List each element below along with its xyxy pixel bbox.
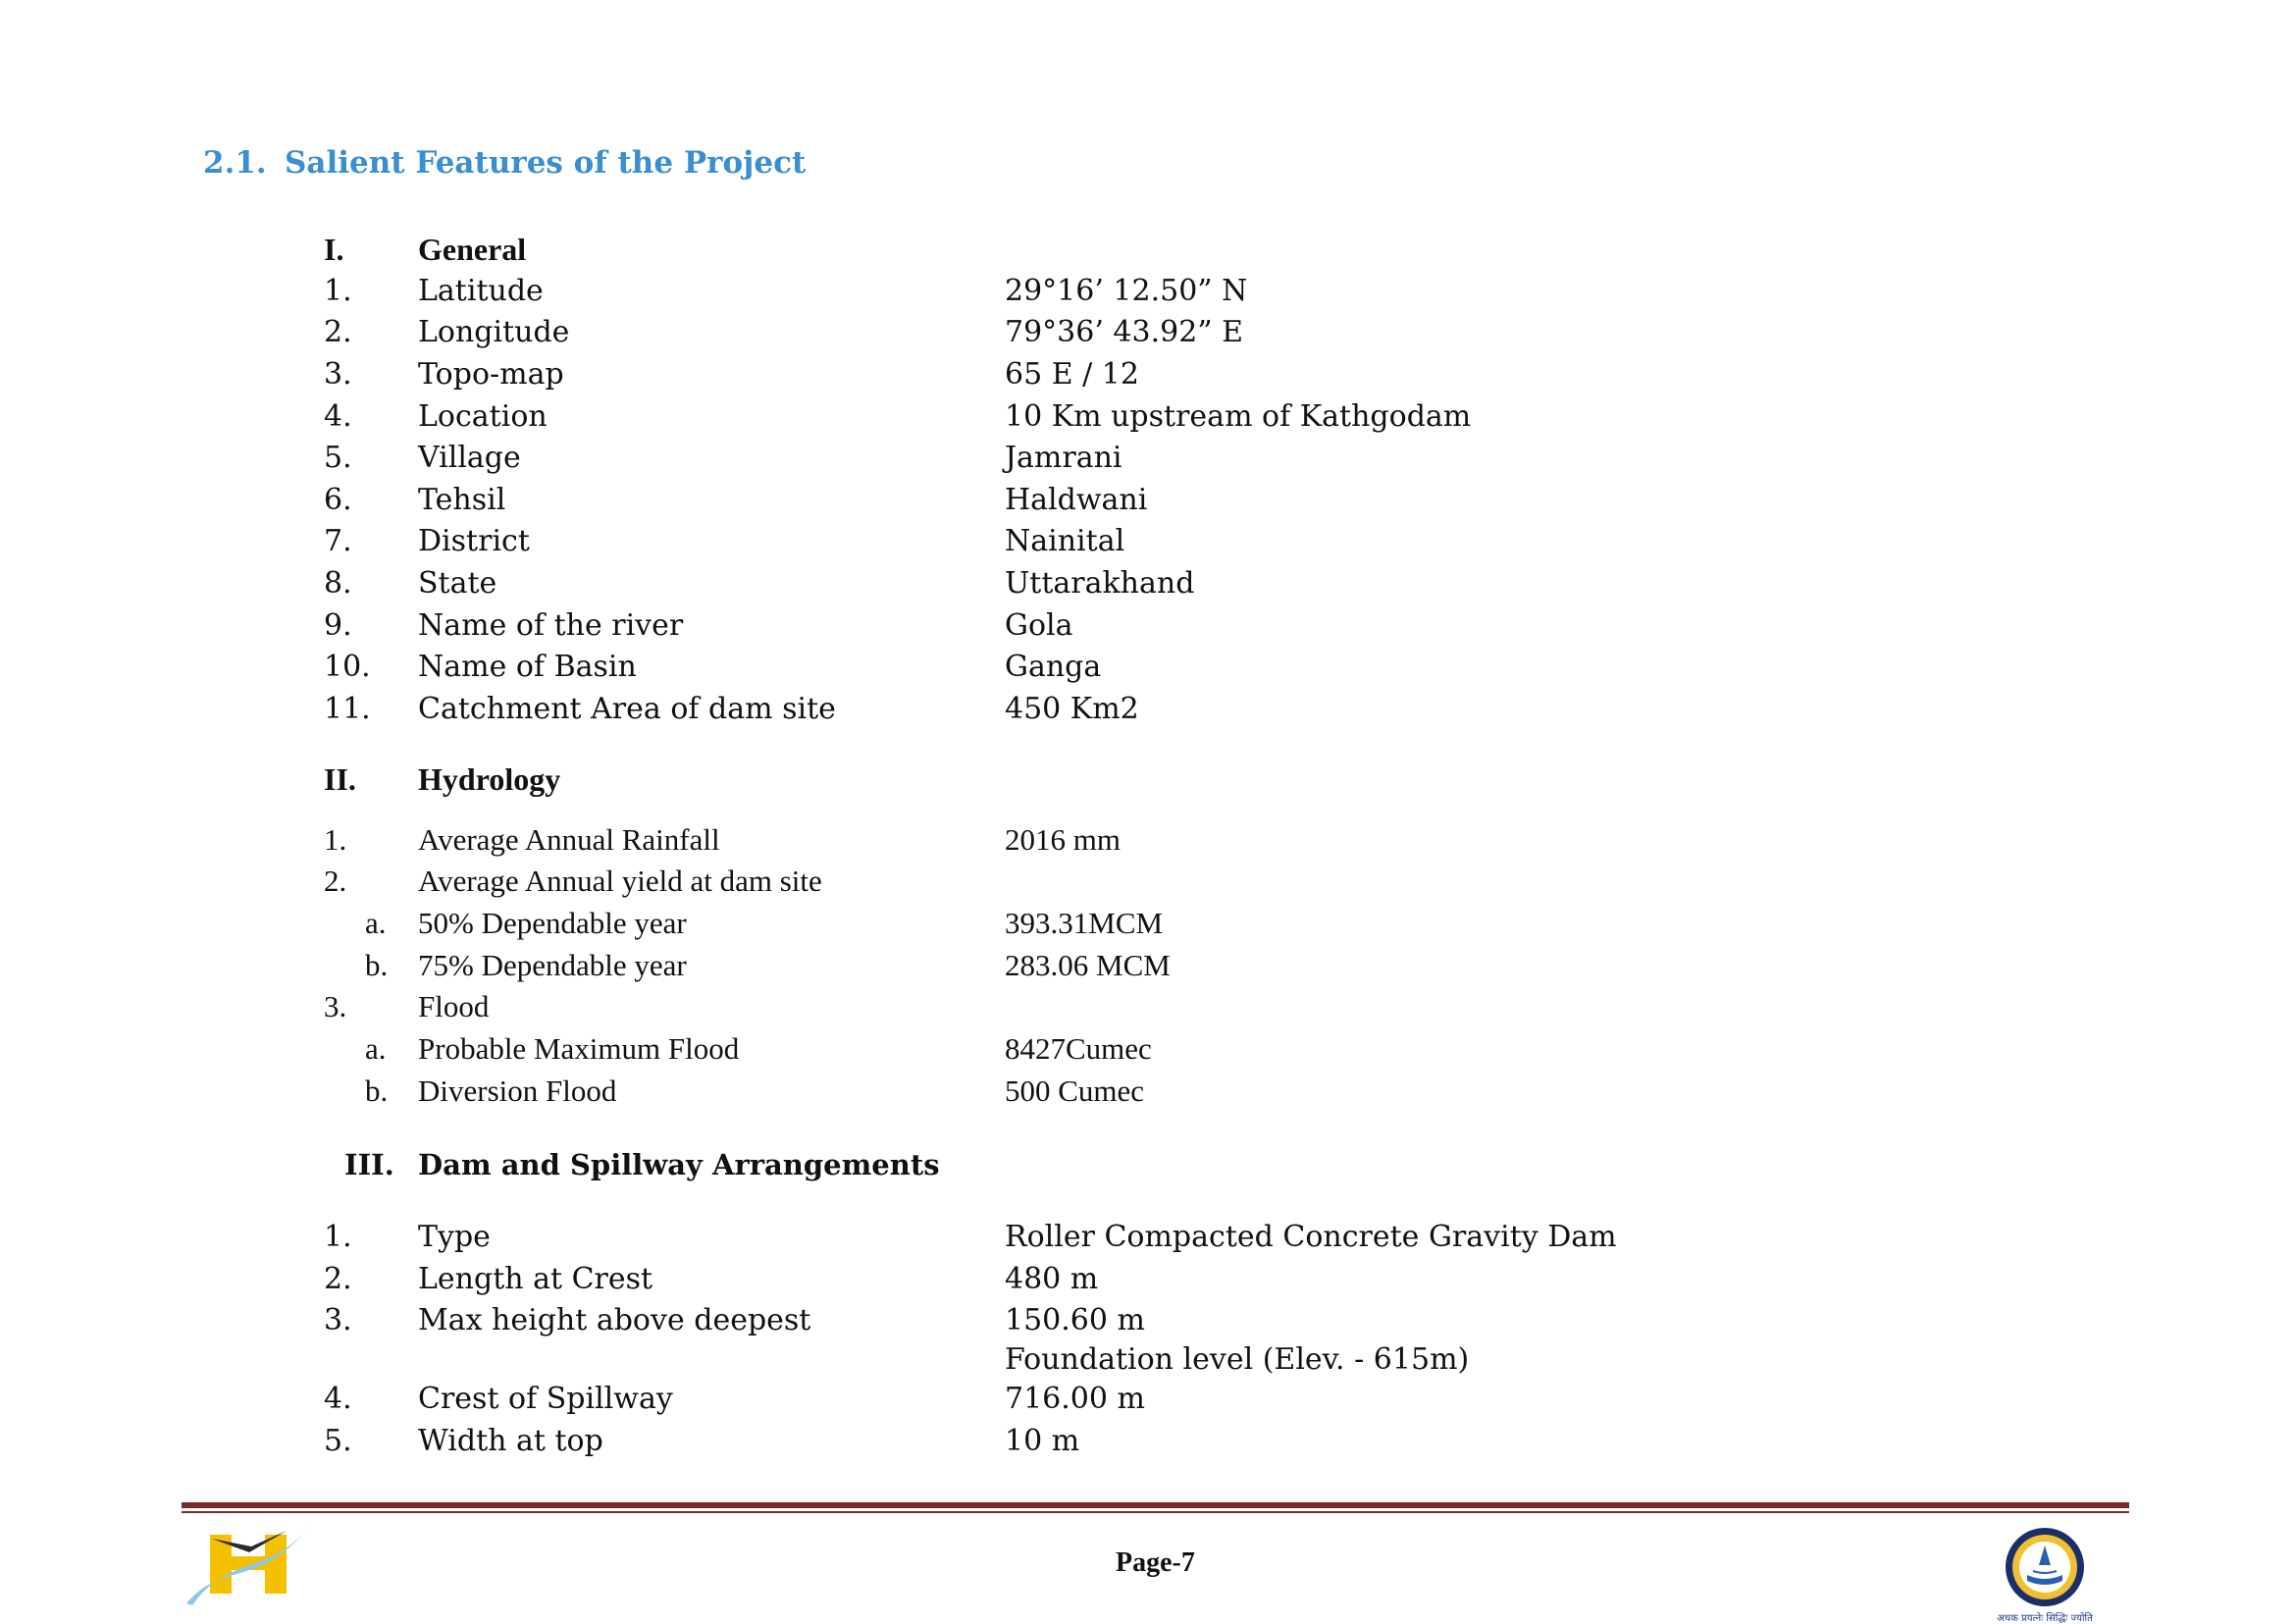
row-number: 3. [324,989,347,1023]
row-sub-letter: b. [365,1074,389,1108]
row-value: Ganga [1005,650,1102,684]
row-number: 8. [324,566,352,601]
section-title: General [418,232,527,267]
row-value: 79°36’ 43.92” E [1005,315,1244,349]
row-number: 11. [324,692,371,726]
row-number: 3. [324,357,352,392]
row-value: 450 Km2 [1005,692,1139,726]
row-number: 1. [324,274,352,308]
row-label: 50% Dependable year [418,906,687,940]
emblem-logo-icon [1982,1526,2108,1624]
row-value: 716.00 m [1005,1382,1145,1416]
row-label: Average Annual Rainfall [418,822,720,857]
row-value-continuation: Foundation level (Elev. - 615m) [1005,1342,1470,1377]
row-label: Length at Crest [418,1262,653,1296]
row-value: 65 E / 12 [1005,357,1139,392]
row-number: 5. [324,1424,352,1458]
row-label: Type [418,1220,491,1254]
row-sub-letter: a. [365,906,387,940]
row-label: District [418,524,530,558]
row-number: 5. [324,441,352,475]
row-value: 8427Cumec [1005,1031,1152,1066]
row-value: 29°16’ 12.50” N [1005,274,1248,308]
row-label: Longitude [418,315,570,349]
section-title: Dam and Spillway Arrangements [418,1148,940,1181]
footer-rule-thick [182,1502,2129,1508]
row-label: 75% Dependable year [418,948,687,982]
row-label: Crest of Spillway [418,1382,673,1416]
page-number: Page-7 [1116,1547,1195,1578]
row-value: 150.60 m [1005,1303,1145,1337]
row-number: 2. [324,864,347,898]
section-heading-title: Salient Features of the Project [285,145,807,181]
row-value: Uttarakhand [1005,566,1195,601]
row-label: Tehsil [418,483,506,517]
row-label: Flood [418,989,490,1023]
row-number: 3. [324,1303,352,1337]
section-numeral: I. [324,232,344,267]
section-title: Hydrology [418,761,561,797]
row-number: 1. [324,822,347,857]
row-number: 10. [324,650,371,684]
row-value: 10 Km upstream of Kathgodam [1005,399,1472,434]
row-number: 1. [324,1220,352,1254]
row-value: Haldwani [1005,483,1148,517]
row-label: Name of the river [418,608,684,643]
row-label: Name of Basin [418,650,637,684]
row-label: Max height above deepest [418,1303,811,1337]
row-sub-letter: a. [365,1031,387,1066]
company-logo-icon [183,1521,316,1607]
row-number: 2. [324,1262,352,1296]
row-value: 10 m [1005,1424,1080,1458]
row-value: 480 m [1005,1262,1099,1296]
row-number: 2. [324,315,352,349]
row-value: Roller Compacted Concrete Gravity Dam [1005,1220,1617,1254]
row-label: Diversion Flood [418,1074,617,1108]
row-label: Latitude [418,274,544,308]
row-number: 4. [324,1382,352,1416]
row-value: 283.06 MCM [1005,948,1171,982]
row-value: Jamrani [1005,441,1122,475]
row-number: 6. [324,483,352,517]
row-sub-letter: b. [365,948,389,982]
row-value: Gola [1005,608,1073,643]
footer-rule-thin [182,1511,2129,1513]
row-value: Nainital [1005,524,1125,558]
row-value: 393.31MCM [1005,906,1164,940]
row-label: Village [418,441,521,475]
section-numeral: II. [324,761,356,797]
row-label: Topo-map [418,357,564,392]
section-heading-number: 2.1. [203,145,267,181]
row-label: Probable Maximum Flood [418,1031,740,1066]
row-value: 500 Cumec [1005,1074,1145,1108]
row-number: 9. [324,608,352,643]
emblem-tagline: अथक प्रयत्नेः सिद्धिः ज्योति [1997,1613,2093,1624]
row-label: Catchment Area of dam site [418,692,836,726]
row-value: 2016 mm [1005,822,1121,857]
row-label: State [418,566,497,601]
row-label: Location [418,399,548,434]
section-numeral: III. [344,1148,394,1181]
row-number: 4. [324,399,352,434]
section-heading [203,145,806,181]
row-number: 7. [324,524,352,558]
row-label: Average Annual yield at dam site [418,864,822,898]
row-label: Width at top [418,1424,603,1458]
